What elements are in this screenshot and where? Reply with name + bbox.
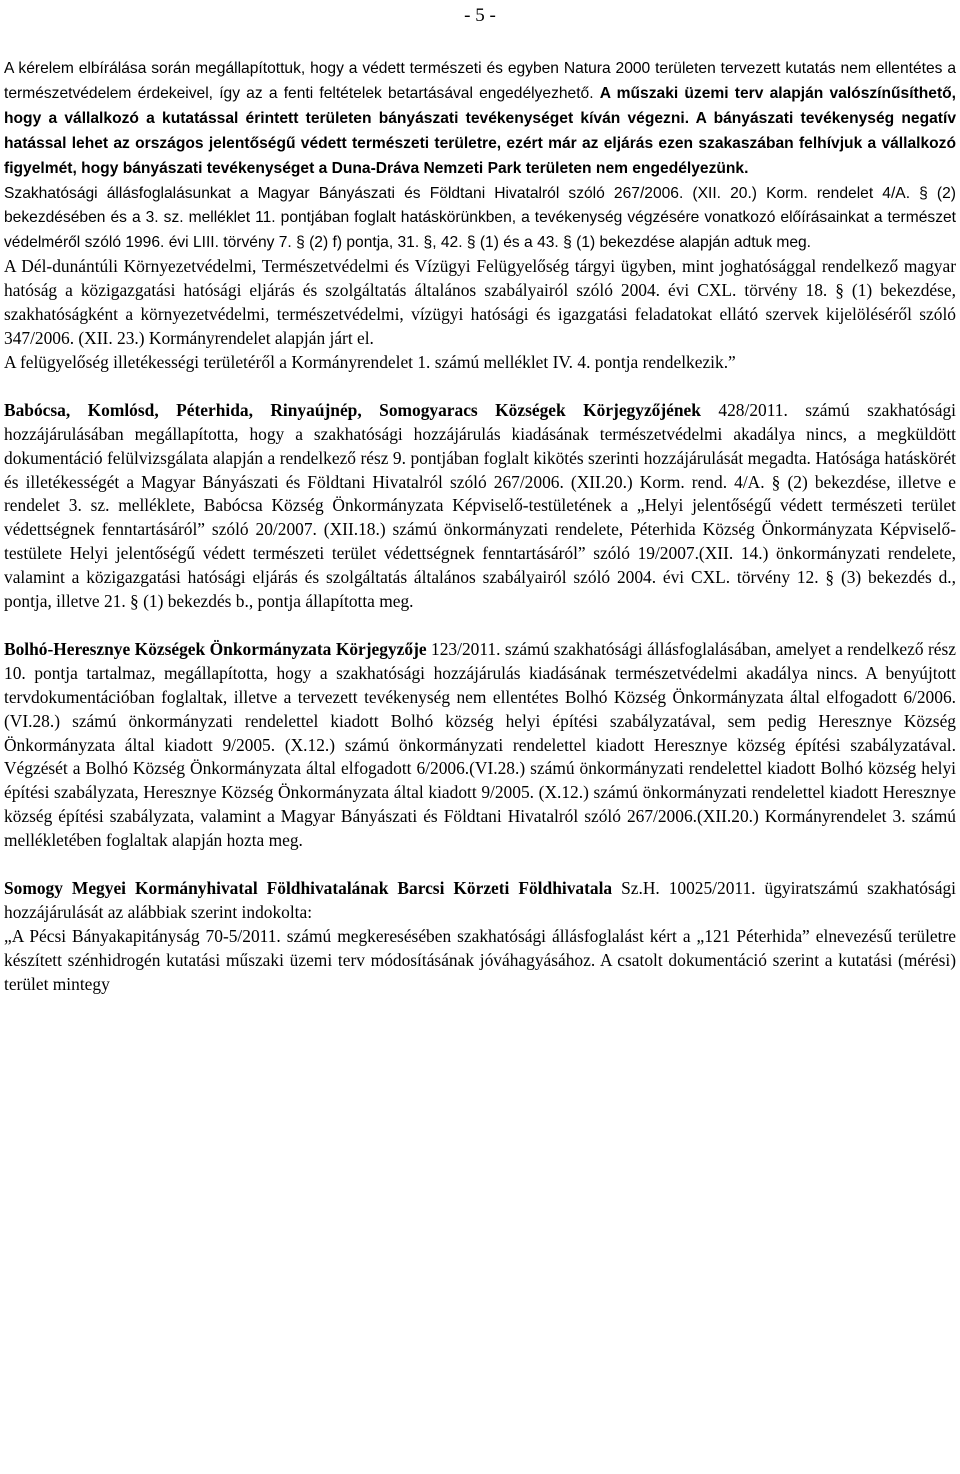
- section-babocsa-heading: Babócsa, Komlósd, Péterhida, Rinyaújnép, Somogyaracs Községek Körjegyzőjének: [4, 399, 701, 420]
- section-babocsa: [4, 399, 956, 614]
- paragraph-decision-reasoning: [4, 56, 956, 181]
- reasoning-text: A kérelem elbírálása során megállapítottuk, hogy a védett természeti és egyben Natura 2000 területen tervezett kutatás nem ellentétes a természetvédelem érdekeivel, így az a fenti feltételek betartásával engedélyezhető.: [4, 60, 956, 102]
- legal-basis-text: Szakhatósági állásfoglalásunkat a Magyar Bányászati és Földtani Hivatalról szóló 267/2006. (XII. 20.) Korm. rendelet 4/A. § (2) bekezdésében és a 3. sz. melléklet 11. pontjában foglalt hatáskörünkben, a tevékenység végzésére vonatkozó előírásainkat a természet védelméről szóló 1996. évi LIII. törvény 7. § (2) f) pontja, 31. §, 42. § (1) és a 43. § (1) bekezdése alapján adtuk meg.: [4, 184, 956, 252]
- section-foldhivatal-text: Sz.H. 10025/2011. ügyiratszámú szakhatósági hozzájárulását az alábbiak szerint indokolta:: [4, 878, 956, 922]
- section-bolho-heading: Bolhó-Heresznye Községek Önkormányzata Körjegyzője: [4, 638, 427, 659]
- section-foldhivatal-quote: „A Pécsi Bányakapitányság 70-5/2011. számú megkeresésében szakhatósági állásfoglalást kért a „121 Péterhida” elnevezésű területre készített szénhidrogén kutatási műszaki üzemi terv módosításának jóváhagyásához. A csatolt dokumentáció szerint a kutatási (mérési) terület mintegy: [4, 925, 956, 994]
- section-foldhivatal-heading: Somogy Megyei Kormányhivatal Földhivatalának Barcsi Körzeti Földhivatala: [4, 878, 613, 899]
- spacer: [4, 614, 956, 638]
- section-babocsa-text: 428/2011. számú szakhatósági hozzájárulásában megállapította, hogy a szakhatósági hozzájárulás kiadásának természetvédelmi akadálya nincs, a megküldött dokumentáció felülvizsgálata alapján a rendelkező rész 9. pontjában foglalt kikötés szerinti hozzájárulását megadta. Hatósága hatáskörét és illetékességét a Magyar Bányászati és Földtani Hivatalról szóló 267/2006. (XII.20.) Korm. rend. 4/A. § (2) bekezdése, illetve e rendelet 3. sz. melléklete, Babócsa Község Önkormányzata Képviselő-testületének a „Helyi jelentőségű védett természeti terület védettségnek fenntartásáról” szóló 20/2007. (XII.18.) számú önkormányzati rendelete, Péterhida Község Önkormányzata Képviselő-testülete Helyi jelentőségű védett természeti terület védettségnek fenntartásáról” szóló 19/2007.(XII. 14.) önkormányzati rendelete, valamint a közigazgatási hatósági eljárás és szolgáltatás általános szabályairól szóló 2004. évi CXL. törvény 12. § (3) bekezdés d., pontja, illetve 21. § (1) bekezdés b., pontja állapította meg.: [4, 399, 957, 612]
- page-number: - 5 -: [464, 5, 496, 26]
- section-bolho: [4, 638, 956, 853]
- spacer: [4, 853, 956, 877]
- paragraph-legal-basis: [4, 181, 956, 256]
- document-body: [4, 56, 956, 997]
- spacer: [4, 375, 956, 399]
- section-foldhivatal: [4, 877, 956, 925]
- section-bolho-text: 123/2011. számú szakhatósági állásfoglalásában, amelyet a rendelkező rész 10. pontja tartalmaz, megállapította, hogy a szakhatósági hozzájárulás kiadásának természetvédelmi akadálya nincs. A benyújtott tervdokumentációban foglaltak, illetve a tervezett tevékenység nem ellentétes Bolhó Község Önkormányzata által elfogadott 6/2006.(VI.28.) számú önkormányzati rendelettel kiadott Bolhó község helyi építési szabályzatával, sem pedig Heresznye Község Önkormányzata által kiadott 9/2005. (X.12.) számú önkormányzati rendelettel kiadott Heresznye község építési szabályzatával. Végzését a Bolhó Község Önkormányzata által elfogadott 6/2006.(VI.28.) számú önkormányzati rendelettel kiadott Bolhó község helyi építési szabályzata, Heresznye Község Önkormányzata által kiadott 9/2005. (X.12.) számú önkormányzati rendelettel kiadott Heresznye község építési szabályzata, valamint a Magyar Bányászati és Földtani Hivatalról szóló 267/2006.(XII.20.) Kormányrendelet 3. számú mellékletében foglaltak alapján hozta meg.: [4, 638, 956, 851]
- paragraph-jurisdiction: A felügyelőség illetékességi területéről a Kormányrendelet 1. számú melléklet IV. 4. pontja rendelkezik.”: [4, 351, 736, 372]
- paragraph-authority: A Dél-dunántúli Környezetvédelmi, Természetvédelmi és Vízügyi Felügyelőség tárgyi ügyben, mint joghatósággal rendelkező magyar hatóság a közigazgatási hatósági eljárás és szolgáltatás általános szabályairól szóló 2004. évi CXL. törvény 18. § (1) bekezdése, szakhatóságként a környezetvédelmi, természetvédelmi, vízügyi hatósági és igazgatási feladatokat ellátó szervek kijelöléséről szóló 347/2006. (XII. 23.) Kormányrendelet alapján járt el.: [4, 256, 956, 348]
- reasoning-bold-text: A műszaki üzemi terv alapján valószínűsíthető, hogy a vállalkozó a kutatással érintett területen bányászati tevékenységet kíván végezni. A bányászati tevékenység negatív hatással lehet az országos jelentőségű védett természeti területre, ezért már az eljárás ezen szakaszában felhívjuk a vállalkozó figyelmét, hogy bányászati tevékenységet a Duna-Dráva Nemzeti Park területen nem engedélyezünk.: [4, 84, 957, 177]
